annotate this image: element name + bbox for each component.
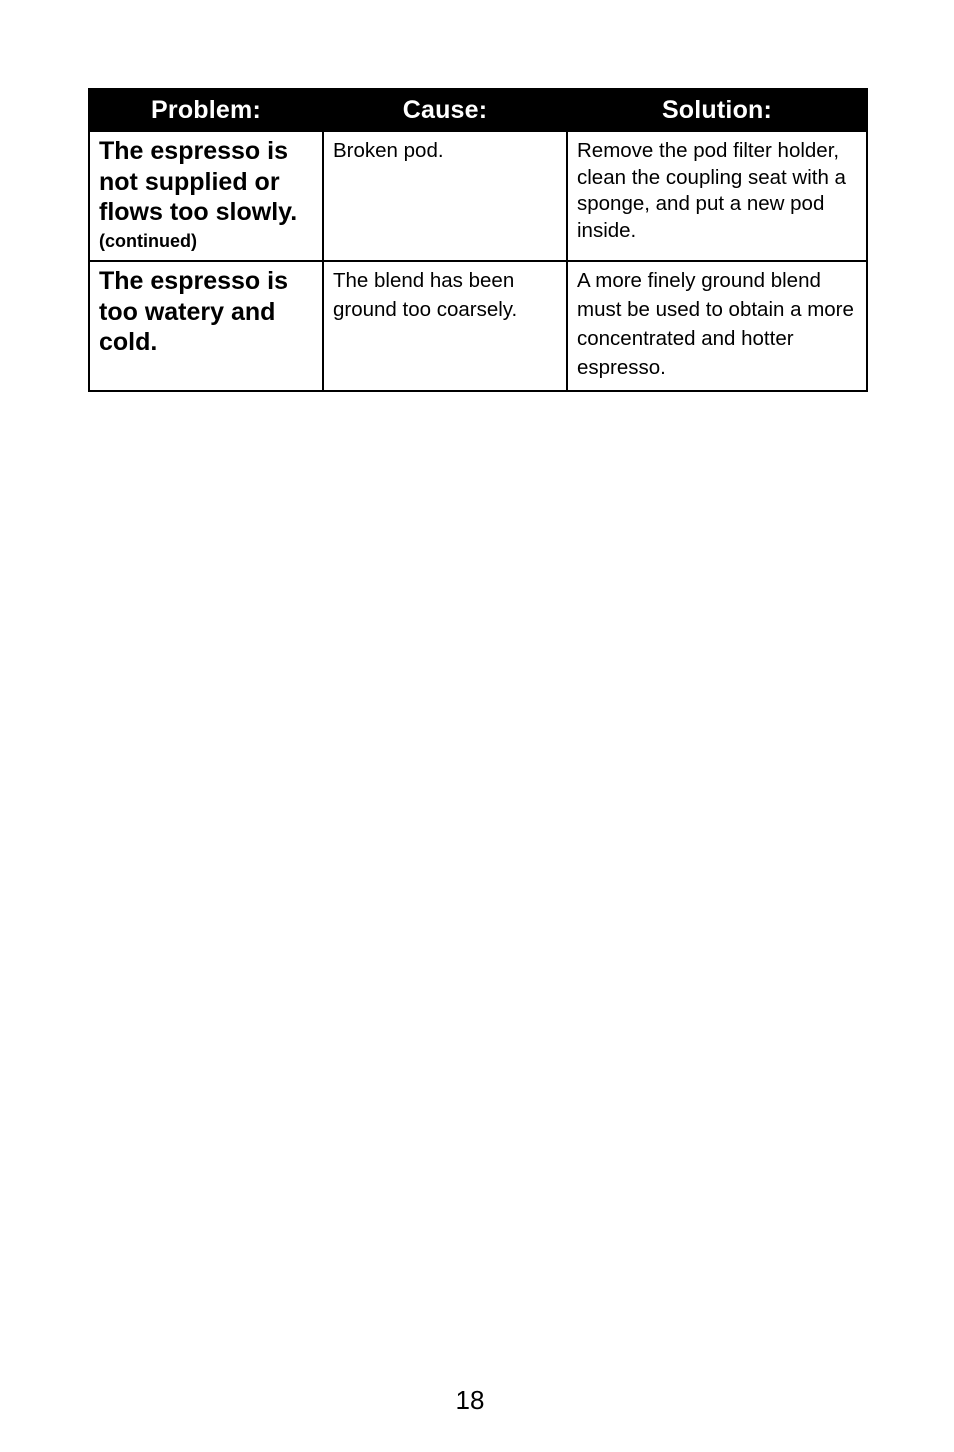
problem-text: The espresso is too watery and cold. (99, 267, 288, 356)
header-solution: Solution: (567, 89, 867, 131)
header-cause: Cause: (323, 89, 567, 131)
problem-cell (89, 131, 323, 261)
solution-cell (567, 131, 867, 261)
table-body (89, 131, 867, 391)
page-number: 18 (455, 1385, 485, 1415)
solution-text: Remove the pod filter holder, clean the coupling seat with a sponge, and put a new pod inside. (577, 139, 846, 242)
header-row (89, 89, 867, 131)
continued-note: (continued) (99, 230, 197, 251)
header-problem: Problem: (89, 89, 323, 131)
problem-text: The espresso is not supplied or flows too slowly. (99, 137, 298, 226)
table-header (89, 89, 867, 131)
cause-cell (323, 131, 567, 261)
cause-cell (323, 261, 567, 391)
problem-cell (89, 261, 323, 391)
table-row (89, 131, 867, 261)
solution-cell (567, 261, 867, 391)
solution-text: A more finely ground blend must be used to obtain a more concentrated and hotter espresso. (577, 269, 854, 379)
troubleshooting-table (88, 88, 868, 392)
cause-text: The blend has been ground too coarsely. (333, 269, 518, 321)
table-row (89, 261, 867, 391)
cause-text: Broken pod. (333, 139, 444, 162)
